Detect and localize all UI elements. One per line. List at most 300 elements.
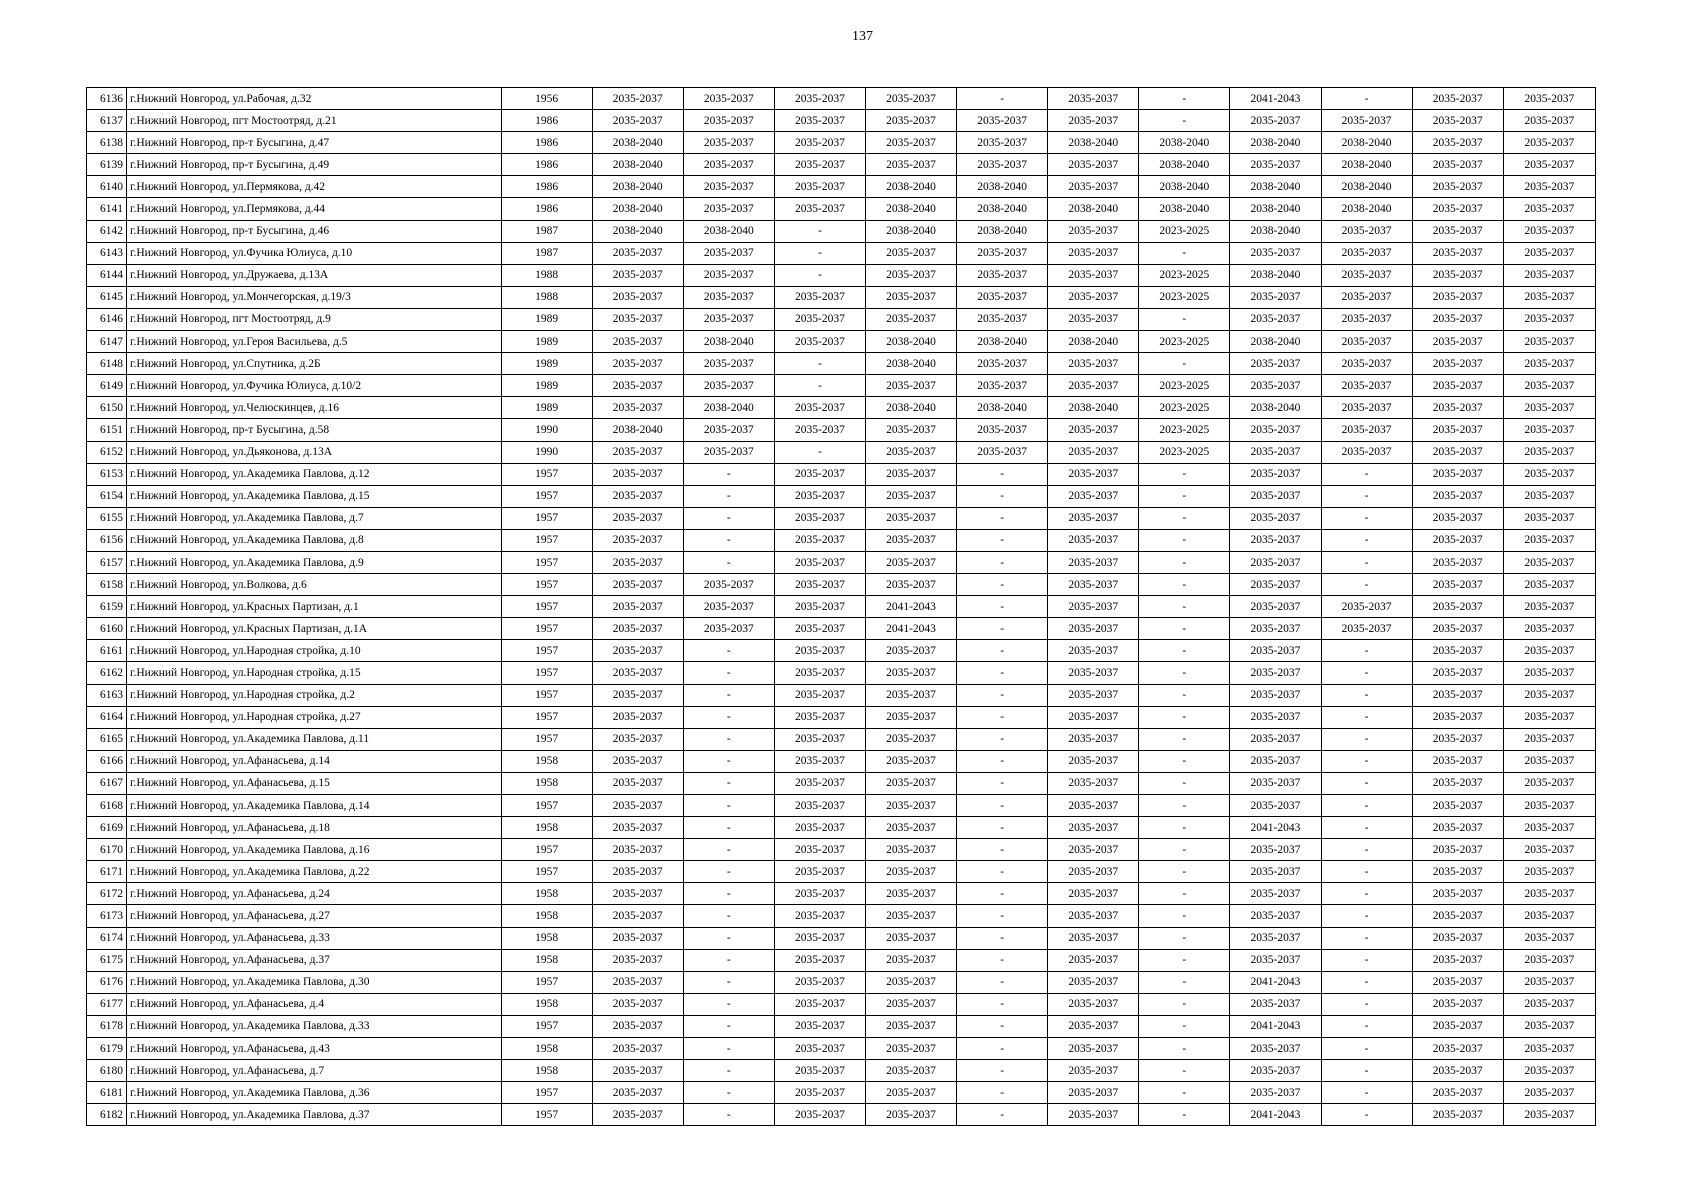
period-cell: 2038-2040 [1230,397,1321,419]
period-cell: - [1321,861,1412,883]
period-cell: 2023-2025 [1139,441,1230,463]
period-cell: 2035-2037 [1503,375,1595,397]
period-cell: - [1321,485,1412,507]
period-cell: - [1139,706,1230,728]
period-cell: 2035-2037 [592,441,683,463]
period-cell: 2035-2037 [1503,596,1595,618]
table-row [87,331,1596,353]
period-cell: 2035-2037 [683,132,774,154]
period-cell: 2035-2037 [774,795,865,817]
period-cell: - [957,795,1048,817]
period-cell: 2035-2037 [1503,949,1595,971]
period-cell: - [1321,529,1412,551]
period-cell: - [683,684,774,706]
build-year-cell: 1957 [501,684,592,706]
period-cell: 2035-2037 [865,1104,956,1126]
period-cell: 2035-2037 [1503,684,1595,706]
period-cell: 2035-2037 [865,375,956,397]
table-row [87,993,1596,1015]
table-row [87,706,1596,728]
period-cell: 2035-2037 [683,618,774,640]
build-year-cell: 1958 [501,905,592,927]
period-cell: - [1139,684,1230,706]
period-cell: 2035-2037 [1321,596,1412,618]
period-cell: 2035-2037 [1230,684,1321,706]
period-cell: 2035-2037 [1230,596,1321,618]
period-cell: 2035-2037 [683,154,774,176]
address-cell: г.Нижний Новгород, ул.Академика Павлова, д.11 [127,728,501,750]
period-cell: 2035-2037 [1503,198,1595,220]
build-year-cell: 1958 [501,750,592,772]
period-cell: 2035-2037 [592,88,683,110]
period-cell: 2035-2037 [774,905,865,927]
period-cell: 2035-2037 [683,596,774,618]
period-cell: - [683,1015,774,1037]
period-cell: 2035-2037 [1503,1038,1595,1060]
period-cell: 2035-2037 [1321,110,1412,132]
period-cell: - [1139,1104,1230,1126]
table-row [87,905,1596,927]
period-cell: 2035-2037 [957,308,1048,330]
build-year-cell: 1957 [501,618,592,640]
period-cell: 2035-2037 [1412,1060,1503,1082]
period-cell: 2035-2037 [1230,308,1321,330]
table-row [87,353,1596,375]
row-number-cell: 6182 [87,1104,127,1126]
period-cell: 2035-2037 [1503,154,1595,176]
period-cell: 2035-2037 [1503,441,1595,463]
period-cell: - [957,971,1048,993]
period-cell: 2035-2037 [1048,596,1139,618]
period-cell: 2035-2037 [1048,883,1139,905]
table-row [87,861,1596,883]
build-year-cell: 1956 [501,88,592,110]
period-cell: 2035-2037 [865,441,956,463]
period-cell: 2035-2037 [1048,772,1139,794]
period-cell: 2035-2037 [1230,419,1321,441]
period-cell: - [1139,640,1230,662]
period-cell: - [683,551,774,573]
period-cell: - [1139,242,1230,264]
period-cell: 2035-2037 [774,1038,865,1060]
period-cell: 2035-2037 [1412,397,1503,419]
period-cell: 2035-2037 [865,463,956,485]
build-year-cell: 1957 [501,795,592,817]
build-year-cell: 1986 [501,198,592,220]
row-number-cell: 6146 [87,308,127,330]
period-cell: 2035-2037 [592,750,683,772]
period-cell: 2035-2037 [1048,839,1139,861]
address-cell: г.Нижний Новгород, ул.Дружаева, д.13А [127,264,501,286]
row-number-cell: 6145 [87,286,127,308]
period-cell: 2035-2037 [1321,618,1412,640]
period-cell: 2035-2037 [1230,1038,1321,1060]
address-cell: г.Нижний Новгород, ул.Академика Павлова, д.22 [127,861,501,883]
period-cell: 2038-2040 [1230,220,1321,242]
period-cell: 2035-2037 [1321,375,1412,397]
table-row [87,772,1596,794]
period-cell: - [957,640,1048,662]
period-cell: 2035-2037 [1048,220,1139,242]
period-cell: 2023-2025 [1139,375,1230,397]
table-row [87,485,1596,507]
table-row [87,110,1596,132]
table-row [87,1060,1596,1082]
table-row [87,795,1596,817]
period-cell: 2035-2037 [865,684,956,706]
row-number-cell: 6149 [87,375,127,397]
table-row [87,883,1596,905]
row-number-cell: 6148 [87,353,127,375]
address-cell: г.Нижний Новгород, ул.Академика Павлова, д.16 [127,839,501,861]
period-cell: 2035-2037 [683,88,774,110]
period-cell: - [1139,839,1230,861]
period-cell: 2038-2040 [957,176,1048,198]
period-cell: - [1139,817,1230,839]
row-number-cell: 6176 [87,971,127,993]
period-cell: 2041-2043 [1230,88,1321,110]
table-row [87,1082,1596,1104]
period-cell: - [1321,1104,1412,1126]
period-cell: 2038-2040 [683,397,774,419]
period-cell: 2035-2037 [774,529,865,551]
period-cell: 2035-2037 [1503,485,1595,507]
row-number-cell: 6180 [87,1060,127,1082]
address-cell: г.Нижний Новгород, ул.Героя Васильева, д.5 [127,331,501,353]
address-cell: г.Нижний Новгород, пр-т Бусыгина, д.58 [127,419,501,441]
row-number-cell: 6160 [87,618,127,640]
build-year-cell: 1957 [501,507,592,529]
period-cell: - [957,662,1048,684]
period-cell: 2035-2037 [1230,574,1321,596]
period-cell: - [683,728,774,750]
build-year-cell: 1957 [501,485,592,507]
period-cell: - [957,706,1048,728]
period-cell: 2035-2037 [592,596,683,618]
period-cell: 2035-2037 [1230,463,1321,485]
period-cell: 2035-2037 [865,927,956,949]
period-cell: 2038-2040 [1321,176,1412,198]
period-cell: 2035-2037 [1048,574,1139,596]
period-cell: 2035-2037 [1412,949,1503,971]
period-cell: 2038-2040 [592,419,683,441]
period-cell: 2035-2037 [1048,684,1139,706]
address-cell: г.Нижний Новгород, ул.Афанасьева, д.33 [127,927,501,949]
period-cell: 2035-2037 [1048,949,1139,971]
period-cell: 2035-2037 [592,574,683,596]
address-cell: г.Нижний Новгород, ул.Академика Павлова, д.8 [127,529,501,551]
period-cell: 2035-2037 [865,264,956,286]
period-cell: 2035-2037 [1412,110,1503,132]
period-cell: 2035-2037 [1412,308,1503,330]
period-cell: 2041-2043 [1230,971,1321,993]
period-cell: - [774,353,865,375]
build-year-cell: 1958 [501,993,592,1015]
period-cell: 2035-2037 [1412,927,1503,949]
period-cell: 2035-2037 [1048,1015,1139,1037]
build-year-cell: 1987 [501,220,592,242]
period-cell: 2038-2040 [865,176,956,198]
period-cell: 2035-2037 [957,264,1048,286]
build-year-cell: 1957 [501,551,592,573]
period-cell: 2035-2037 [592,640,683,662]
period-cell: 2035-2037 [957,286,1048,308]
period-cell: 2035-2037 [1048,110,1139,132]
period-cell: - [683,949,774,971]
period-cell: 2035-2037 [592,993,683,1015]
address-cell: г.Нижний Новгород, ул.Афанасьева, д.18 [127,817,501,839]
period-cell: 2038-2040 [1321,198,1412,220]
period-cell: 2035-2037 [1230,529,1321,551]
period-cell: 2035-2037 [592,551,683,573]
build-year-cell: 1957 [501,574,592,596]
period-cell: 2035-2037 [592,308,683,330]
row-number-cell: 6181 [87,1082,127,1104]
period-cell: 2038-2040 [1321,132,1412,154]
period-cell: 2035-2037 [1412,817,1503,839]
period-cell: 2038-2040 [683,331,774,353]
period-cell: 2035-2037 [1048,795,1139,817]
period-cell: - [1139,750,1230,772]
period-cell: - [957,861,1048,883]
row-number-cell: 6169 [87,817,127,839]
period-cell: 2035-2037 [1048,441,1139,463]
period-cell: 2035-2037 [1503,574,1595,596]
row-number-cell: 6164 [87,706,127,728]
row-number-cell: 6171 [87,861,127,883]
period-cell: 2035-2037 [774,308,865,330]
period-cell: 2035-2037 [1048,993,1139,1015]
address-cell: г.Нижний Новгород, ул.Пермякова, д.44 [127,198,501,220]
period-cell: 2023-2025 [1139,331,1230,353]
period-cell: 2035-2037 [1412,507,1503,529]
period-cell: 2035-2037 [1503,551,1595,573]
period-cell: - [1321,993,1412,1015]
period-cell: 2035-2037 [592,728,683,750]
period-cell: 2035-2037 [865,419,956,441]
period-cell: - [683,993,774,1015]
period-cell: - [1139,861,1230,883]
period-cell: - [683,795,774,817]
period-cell: - [957,574,1048,596]
address-cell: г.Нижний Новгород, ул.Академика Павлова, д.15 [127,485,501,507]
period-cell: 2035-2037 [1503,640,1595,662]
row-number-cell: 6141 [87,198,127,220]
period-cell: 2035-2037 [865,1060,956,1082]
period-cell: 2035-2037 [865,883,956,905]
page-number: 137 [852,29,873,44]
period-cell: 2038-2040 [865,331,956,353]
period-cell: 2035-2037 [957,242,1048,264]
period-cell: 2035-2037 [592,772,683,794]
period-cell: - [1321,1082,1412,1104]
period-cell: 2035-2037 [1412,1104,1503,1126]
period-cell: 2035-2037 [1412,640,1503,662]
table-row [87,618,1596,640]
period-cell: 2035-2037 [865,1038,956,1060]
period-cell: - [1139,795,1230,817]
period-cell: 2035-2037 [1048,971,1139,993]
period-cell: 2038-2040 [592,176,683,198]
period-cell: 2038-2040 [1230,264,1321,286]
build-year-cell: 1989 [501,375,592,397]
period-cell: 2035-2037 [1048,618,1139,640]
period-cell: - [957,463,1048,485]
period-cell: 2035-2037 [1503,927,1595,949]
build-year-cell: 1986 [501,132,592,154]
period-cell: - [683,772,774,794]
period-cell: 2035-2037 [592,949,683,971]
row-number-cell: 6147 [87,331,127,353]
period-cell: 2035-2037 [1412,463,1503,485]
table-row [87,375,1596,397]
build-year-cell: 1990 [501,419,592,441]
period-cell: - [683,1104,774,1126]
build-year-cell: 1957 [501,971,592,993]
period-cell: 2035-2037 [774,640,865,662]
period-cell: 2035-2037 [1412,419,1503,441]
period-cell: 2035-2037 [1048,242,1139,264]
row-number-cell: 6168 [87,795,127,817]
table-row [87,817,1596,839]
period-cell: 2035-2037 [774,728,865,750]
period-cell: - [1139,88,1230,110]
period-cell: 2035-2037 [1230,927,1321,949]
period-cell: - [1139,662,1230,684]
period-cell: 2035-2037 [1321,419,1412,441]
period-cell: 2035-2037 [1412,993,1503,1015]
build-year-cell: 1957 [501,662,592,684]
address-cell: г.Нижний Новгород, ул.Академика Павлова, д.9 [127,551,501,573]
period-cell: 2035-2037 [1412,220,1503,242]
period-cell: 2035-2037 [1048,419,1139,441]
period-cell: - [1321,817,1412,839]
period-cell: 2035-2037 [1230,795,1321,817]
table-row [87,264,1596,286]
period-cell: 2035-2037 [1048,463,1139,485]
period-cell: 2035-2037 [1230,728,1321,750]
period-cell: 2035-2037 [1412,264,1503,286]
build-year-cell: 1986 [501,154,592,176]
period-cell: 2035-2037 [1048,353,1139,375]
period-cell: 2035-2037 [1230,949,1321,971]
period-cell: 2035-2037 [1230,154,1321,176]
period-cell: - [1139,485,1230,507]
build-year-cell: 1958 [501,817,592,839]
table-row [87,507,1596,529]
period-cell: 2035-2037 [1503,507,1595,529]
period-cell: 2038-2040 [683,220,774,242]
period-cell: 2035-2037 [865,507,956,529]
period-cell: 2041-2043 [1230,1104,1321,1126]
period-cell: 2035-2037 [774,154,865,176]
period-cell: 2035-2037 [683,441,774,463]
address-cell: г.Нижний Новгород, ул.Фучика Юлиуса, д.10/2 [127,375,501,397]
period-cell: 2035-2037 [1321,220,1412,242]
row-number-cell: 6150 [87,397,127,419]
period-cell: - [683,485,774,507]
period-cell: - [774,242,865,264]
period-cell: 2035-2037 [683,419,774,441]
build-year-cell: 1958 [501,772,592,794]
period-cell: 2035-2037 [592,485,683,507]
period-cell: - [957,618,1048,640]
period-cell: - [957,905,1048,927]
period-cell: 2035-2037 [1412,154,1503,176]
period-cell: - [683,463,774,485]
period-cell: 2035-2037 [774,839,865,861]
period-cell: 2035-2037 [1230,618,1321,640]
period-cell: 2035-2037 [1503,397,1595,419]
row-number-cell: 6172 [87,883,127,905]
period-cell: 2035-2037 [1503,463,1595,485]
period-cell: 2035-2037 [1412,706,1503,728]
address-cell: г.Нижний Новгород, ул.Рабочая, д.32 [127,88,501,110]
period-cell: 2035-2037 [1048,927,1139,949]
build-year-cell: 1957 [501,706,592,728]
table-row [87,596,1596,618]
period-cell: 2035-2037 [592,1015,683,1037]
address-cell: г.Нижний Новгород, ул.Академика Павлова, д.37 [127,1104,501,1126]
period-cell: - [1321,883,1412,905]
address-cell: г.Нижний Новгород, ул.Академика Павлова, д.30 [127,971,501,993]
table-row [87,551,1596,573]
period-cell: 2035-2037 [1048,662,1139,684]
period-cell: 2035-2037 [1048,861,1139,883]
build-year-cell: 1958 [501,927,592,949]
period-cell: - [957,817,1048,839]
period-cell: 2035-2037 [1412,1015,1503,1037]
row-number-cell: 6158 [87,574,127,596]
period-cell: - [957,839,1048,861]
period-cell: - [683,839,774,861]
period-cell: 2035-2037 [1230,861,1321,883]
period-cell: 2035-2037 [1412,485,1503,507]
address-cell: г.Нижний Новгород, ул.Народная стройка, д.27 [127,706,501,728]
period-cell: 2035-2037 [1503,971,1595,993]
address-cell: г.Нижний Новгород, пгт Мостоотряд, д.9 [127,308,501,330]
period-cell: 2038-2040 [1139,198,1230,220]
period-cell: 2035-2037 [592,375,683,397]
period-cell: 2035-2037 [1230,242,1321,264]
period-cell: 2035-2037 [1230,662,1321,684]
period-cell: 2038-2040 [592,220,683,242]
period-cell: - [683,817,774,839]
period-cell: 2035-2037 [1503,1104,1595,1126]
period-cell: - [1139,883,1230,905]
period-cell: 2035-2037 [774,618,865,640]
period-cell: 2023-2025 [1139,419,1230,441]
period-cell: 2035-2037 [1048,1038,1139,1060]
period-cell: 2035-2037 [1503,1060,1595,1082]
build-year-cell: 1958 [501,883,592,905]
period-cell: - [1139,463,1230,485]
row-number-cell: 6177 [87,993,127,1015]
build-year-cell: 1957 [501,596,592,618]
period-cell: 2035-2037 [592,927,683,949]
period-cell: 2035-2037 [1048,286,1139,308]
period-cell: 2038-2040 [1139,154,1230,176]
period-cell: 2035-2037 [1048,88,1139,110]
address-cell: г.Нижний Новгород, ул.Академика Павлова, д.36 [127,1082,501,1104]
period-cell: 2035-2037 [774,551,865,573]
address-cell: г.Нижний Новгород, ул.Челюскинцев, д.16 [127,397,501,419]
period-cell: 2038-2040 [1048,198,1139,220]
period-cell: 2035-2037 [774,817,865,839]
period-cell: 2035-2037 [774,662,865,684]
address-cell: г.Нижний Новгород, ул.Дьяконова, д.13А [127,441,501,463]
period-cell: - [957,750,1048,772]
